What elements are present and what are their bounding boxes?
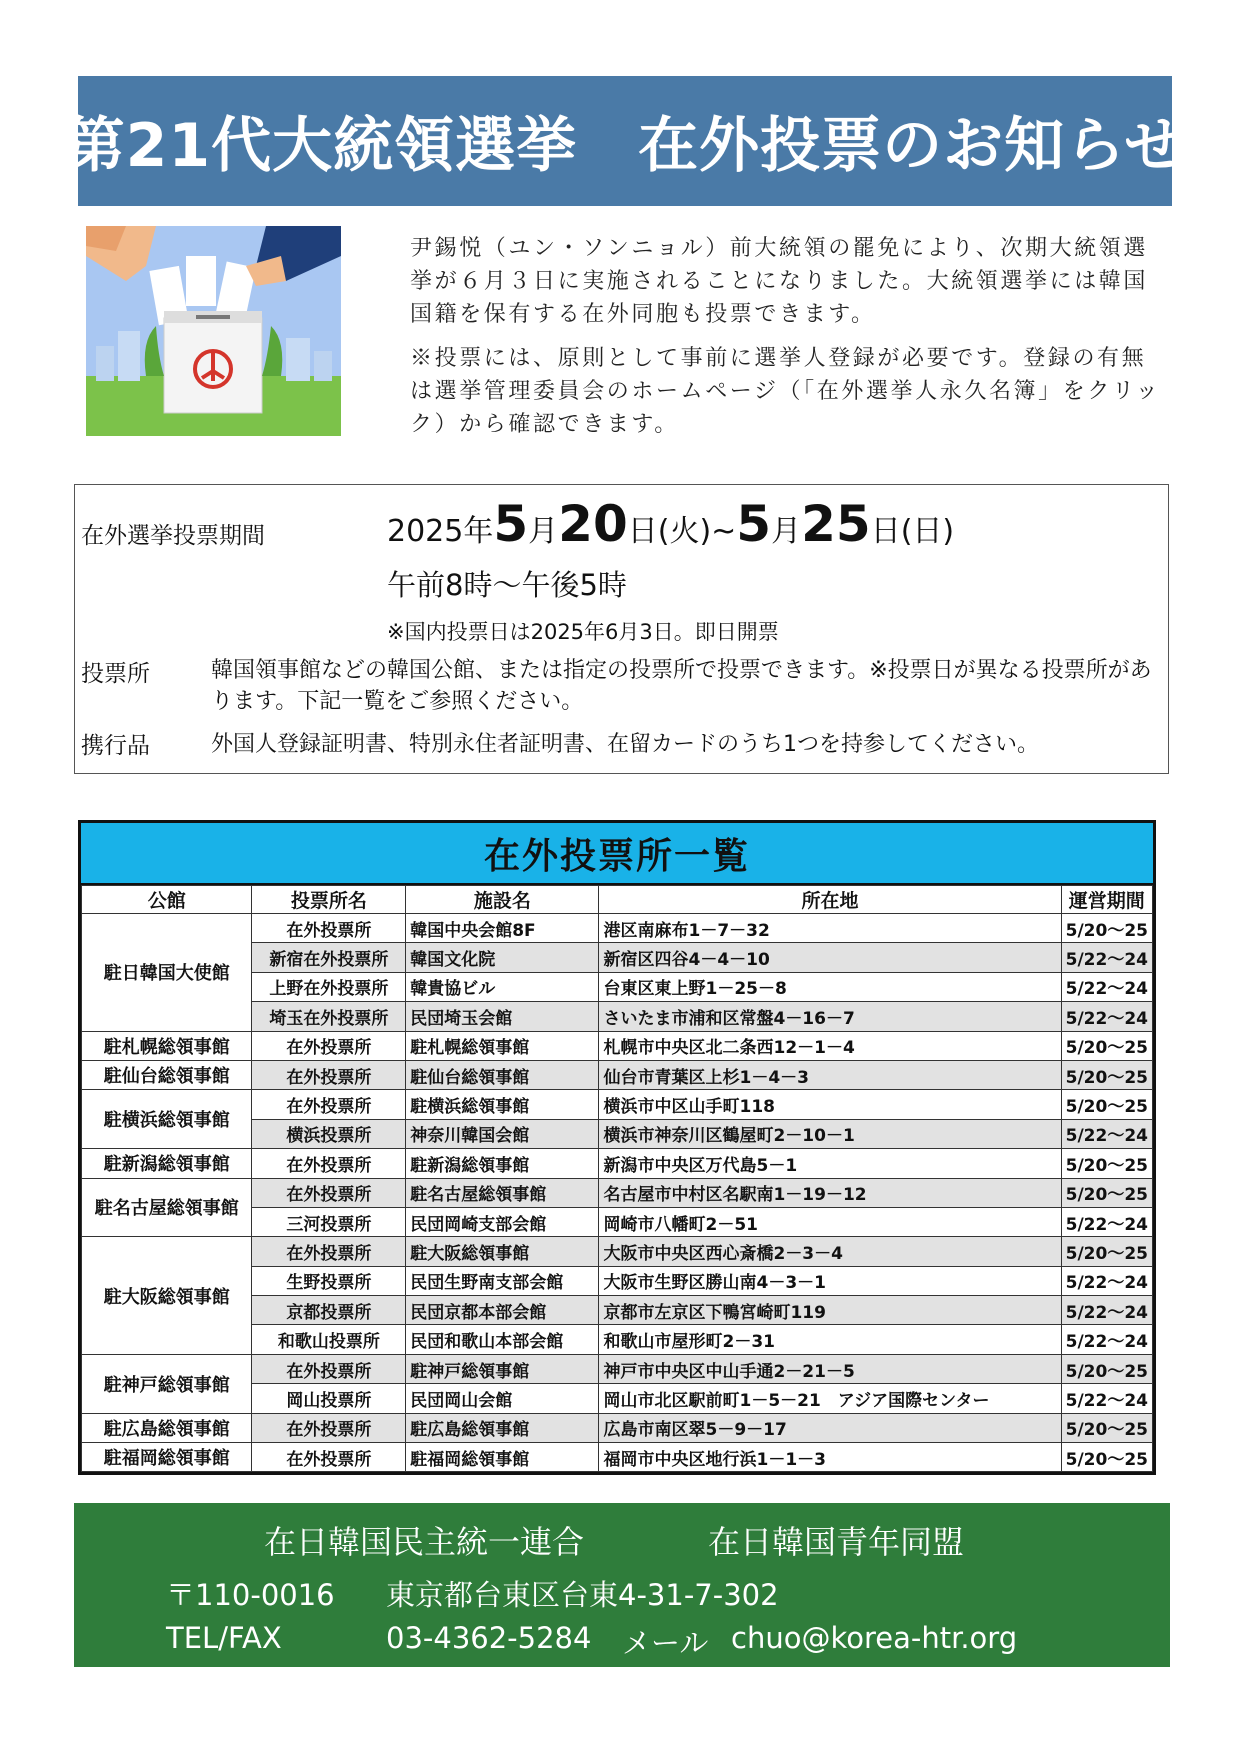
tel-label: TEL/FAX xyxy=(166,1621,282,1655)
period-cell: 5/22～24 xyxy=(1061,1002,1152,1031)
consulate-cell: 駐広島総領事館 xyxy=(82,1413,252,1442)
address-cell: 大阪市生野区勝山南4－3－1 xyxy=(599,1266,1061,1295)
table-row xyxy=(82,1237,1153,1266)
voting-period-date xyxy=(387,495,954,553)
station-name-cell: 在外投票所 xyxy=(252,1060,406,1089)
period-cell: 5/20～25 xyxy=(1061,1149,1152,1178)
station-name-cell: 上野在外投票所 xyxy=(252,972,406,1001)
facility-cell: 駐仙台総領事館 xyxy=(406,1060,599,1089)
org-name-1: 在日韓国民主統一連合 xyxy=(264,1523,585,1561)
period-cell: 5/22～24 xyxy=(1061,1325,1152,1354)
period-cell: 5/20～25 xyxy=(1061,1090,1152,1119)
facility-cell: 駐福岡総領事館 xyxy=(406,1443,599,1472)
station-name-cell: 在外投票所 xyxy=(252,914,406,943)
period-cell: 5/20～25 xyxy=(1061,1237,1152,1266)
facility-cell: 駐大阪総領事館 xyxy=(406,1237,599,1266)
facility-cell: 駐名古屋総領事館 xyxy=(406,1178,599,1207)
facility-cell: 駐神戸総領事館 xyxy=(406,1354,599,1383)
column-header: 運営期間 xyxy=(1061,886,1152,914)
station-name-cell: 在外投票所 xyxy=(252,1031,406,1060)
period-cell: 5/20～25 xyxy=(1061,914,1152,943)
station-name-cell: 岡山投票所 xyxy=(252,1384,406,1413)
facility-cell: 民団京都本部会館 xyxy=(406,1296,599,1325)
table-row xyxy=(82,1060,1153,1089)
station-name-cell: 在外投票所 xyxy=(252,1237,406,1266)
period-cell: 5/20～25 xyxy=(1061,1031,1152,1060)
address: 東京都台東区台東4-31-7-302 xyxy=(386,1578,779,1612)
date-month-2: 5 xyxy=(736,495,772,553)
facility-cell: 民団生野南支部会館 xyxy=(406,1266,599,1295)
facility-cell: 韓国文化院 xyxy=(406,943,599,972)
station-name-cell: 在外投票所 xyxy=(252,1149,406,1178)
address-cell: 京都市左京区下鴨宮崎町119 xyxy=(599,1296,1061,1325)
address-cell: さいたま市浦和区常盤4－16－7 xyxy=(599,1002,1061,1031)
facility-cell: 韓国中央会館8F xyxy=(406,914,599,943)
ballot-box-illustration-icon xyxy=(86,226,341,436)
date-weekday-1: (火)~ xyxy=(657,514,737,549)
facility-cell: 民団和歌山本部会館 xyxy=(406,1325,599,1354)
polling-station-list xyxy=(78,820,1156,1475)
tel-number: 03-4362-5284 xyxy=(386,1621,592,1655)
station-name-cell: 在外投票所 xyxy=(252,1178,406,1207)
address-cell: 岡崎市八幡町2－51 xyxy=(599,1207,1061,1236)
consulate-cell: 駐仙台総領事館 xyxy=(82,1060,252,1089)
period-cell: 5/22～24 xyxy=(1061,943,1152,972)
month-char-2: 月 xyxy=(771,514,802,549)
period-cell: 5/22～24 xyxy=(1061,972,1152,1001)
footer-contact xyxy=(74,1503,1170,1667)
station-name-cell: 新宿在外投票所 xyxy=(252,943,406,972)
period-cell: 5/20～25 xyxy=(1061,1060,1152,1089)
polling-station-table xyxy=(81,885,1153,1472)
address-cell: 岡山市北区駅前町1－5－21 アジア国際センター xyxy=(599,1384,1061,1413)
table-body xyxy=(82,914,1153,1472)
period-label: 在外選挙投票期間 xyxy=(81,523,265,549)
address-cell: 神戸市中央区中山手通2－21－5 xyxy=(599,1354,1061,1383)
table-row xyxy=(82,1354,1153,1383)
period-cell: 5/22～24 xyxy=(1061,1296,1152,1325)
intro-paragraph-1: 尹錫悦（ユン・ソンニョル）前大統領の罷免により、次期大統領選挙が６月３日に実施されることになりました。大統領選挙には韓国国籍を保有する在外同胞も投票できます。 xyxy=(410,236,1149,327)
date-weekday-2: (日) xyxy=(900,514,955,549)
period-cell: 5/22～24 xyxy=(1061,1384,1152,1413)
address-cell: 港区南麻布1－7－32 xyxy=(599,914,1061,943)
date-year: 2025年 xyxy=(387,514,494,549)
station-name-cell: 和歌山投票所 xyxy=(252,1325,406,1354)
table-row xyxy=(82,914,1153,943)
table-header-row xyxy=(82,886,1153,914)
period-cell: 5/22～24 xyxy=(1061,1207,1152,1236)
day-char-1: 日 xyxy=(627,514,658,549)
station-name-cell: 在外投票所 xyxy=(252,1354,406,1383)
facility-cell: 駐広島総領事館 xyxy=(406,1413,599,1442)
period-cell: 5/20～25 xyxy=(1061,1178,1152,1207)
station-name-cell: 埼玉在外投票所 xyxy=(252,1002,406,1031)
period-cell: 5/20～25 xyxy=(1061,1413,1152,1442)
address-cell: 横浜市中区山手町118 xyxy=(599,1090,1061,1119)
address-cell: 仙台市青葉区上杉1－4－3 xyxy=(599,1060,1061,1089)
address-cell: 札幌市中央区北二条西12－1－4 xyxy=(599,1031,1061,1060)
mail-label: メール xyxy=(622,1626,709,1660)
address-cell: 新宿区四谷4－4－10 xyxy=(599,943,1061,972)
month-char-1: 月 xyxy=(528,514,559,549)
table-row xyxy=(82,1090,1153,1119)
consulate-cell: 駐横浜総領事館 xyxy=(82,1090,252,1149)
address-cell: 広島市南区翠5－9－17 xyxy=(599,1413,1061,1442)
column-header: 投票所名 xyxy=(252,886,406,914)
day-char-2: 日 xyxy=(870,514,901,549)
table-row xyxy=(82,1031,1153,1060)
address-cell: 名古屋市中村区名駅南1－19－12 xyxy=(599,1178,1061,1207)
place-text: 韓国領事館などの韓国公館、または指定の投票所で投票できます。※投票日が異なる投票所があります。下記一覧をご参照ください。 xyxy=(211,658,1152,714)
voting-info-box xyxy=(74,484,1169,774)
carry-label: 携行品 xyxy=(81,733,150,759)
consulate-cell: 駐福岡総領事館 xyxy=(82,1443,252,1472)
facility-cell: 神奈川韓国会館 xyxy=(406,1119,599,1148)
address-cell: 台東区東上野1－25－8 xyxy=(599,972,1061,1001)
voting-hours: 午前8時～午後5時 xyxy=(387,568,627,602)
station-name-cell: 在外投票所 xyxy=(252,1443,406,1472)
station-name-cell: 京都投票所 xyxy=(252,1296,406,1325)
consulate-cell: 駐大阪総領事館 xyxy=(82,1237,252,1355)
column-header: 公館 xyxy=(82,886,252,914)
date-month-1: 5 xyxy=(493,495,529,553)
address-cell: 和歌山市屋形町2－31 xyxy=(599,1325,1061,1354)
table-row xyxy=(82,1178,1153,1207)
period-cell: 5/22～24 xyxy=(1061,1119,1152,1148)
mail-address[interactable]: chuo@korea-htr.org xyxy=(731,1621,1018,1655)
facility-cell: 民団岡山会館 xyxy=(406,1384,599,1413)
station-name-cell: 三河投票所 xyxy=(252,1207,406,1236)
column-header: 施設名 xyxy=(406,886,599,914)
table-row xyxy=(82,1443,1153,1472)
column-header: 所在地 xyxy=(599,886,1061,914)
station-name-cell: 生野投票所 xyxy=(252,1266,406,1295)
address-cell: 横浜市神奈川区鶴屋町2－10－1 xyxy=(599,1119,1061,1148)
facility-cell: 民団埼玉会館 xyxy=(406,1002,599,1031)
period-cell: 5/22～24 xyxy=(1061,1266,1152,1295)
table-row xyxy=(82,1413,1153,1442)
intro-text xyxy=(410,232,1170,441)
intro-paragraph-2: ※投票には、原則として事前に選挙人登録が必要です。登録の有無は選挙管理委員会のホームページ（「在外選挙人永久名簿」をクリック）から確認できます。 xyxy=(410,346,1161,437)
facility-cell: 民団岡崎支部会館 xyxy=(406,1207,599,1236)
list-title: 在外投票所一覧 xyxy=(81,823,1153,885)
station-name-cell: 在外投票所 xyxy=(252,1413,406,1442)
table-row xyxy=(82,1149,1153,1178)
station-name-cell: 横浜投票所 xyxy=(252,1119,406,1148)
date-day-2: 25 xyxy=(801,495,871,553)
address-cell: 大阪市中央区西心斎橋2－3－4 xyxy=(599,1237,1061,1266)
station-name-cell: 在外投票所 xyxy=(252,1090,406,1119)
page-title: 第21代大統領選挙 在外投票のお知らせ xyxy=(78,76,1172,206)
consulate-cell: 駐新潟総領事館 xyxy=(82,1149,252,1178)
facility-cell: 駐横浜総領事館 xyxy=(406,1090,599,1119)
facility-cell: 駐札幌総領事館 xyxy=(406,1031,599,1060)
consulate-cell: 駐名古屋総領事館 xyxy=(82,1178,252,1237)
domestic-vote-note: ※国内投票日は2025年6月3日。即日開票 xyxy=(387,620,779,644)
consulate-cell: 駐神戸総領事館 xyxy=(82,1354,252,1413)
consulate-cell: 駐日韓国大使館 xyxy=(82,914,252,1032)
consulate-cell: 駐札幌総領事館 xyxy=(82,1031,252,1060)
carry-text: 外国人登録証明書、特別永住者証明書、在留カードのうち1つを持参してください。 xyxy=(211,732,1039,757)
place-label: 投票所 xyxy=(81,661,150,687)
period-cell: 5/20～25 xyxy=(1061,1443,1152,1472)
postal-code: 〒110-0016 xyxy=(166,1578,335,1612)
facility-cell: 韓貴協ビル xyxy=(406,972,599,1001)
address-cell: 新潟市中央区万代島5－1 xyxy=(599,1149,1061,1178)
date-day-1: 20 xyxy=(558,495,628,553)
org-name-2: 在日韓国青年同盟 xyxy=(708,1523,965,1561)
address-cell: 福岡市中央区地行浜1－1－3 xyxy=(599,1443,1061,1472)
facility-cell: 駐新潟総領事館 xyxy=(406,1149,599,1178)
period-cell: 5/20～25 xyxy=(1061,1354,1152,1383)
